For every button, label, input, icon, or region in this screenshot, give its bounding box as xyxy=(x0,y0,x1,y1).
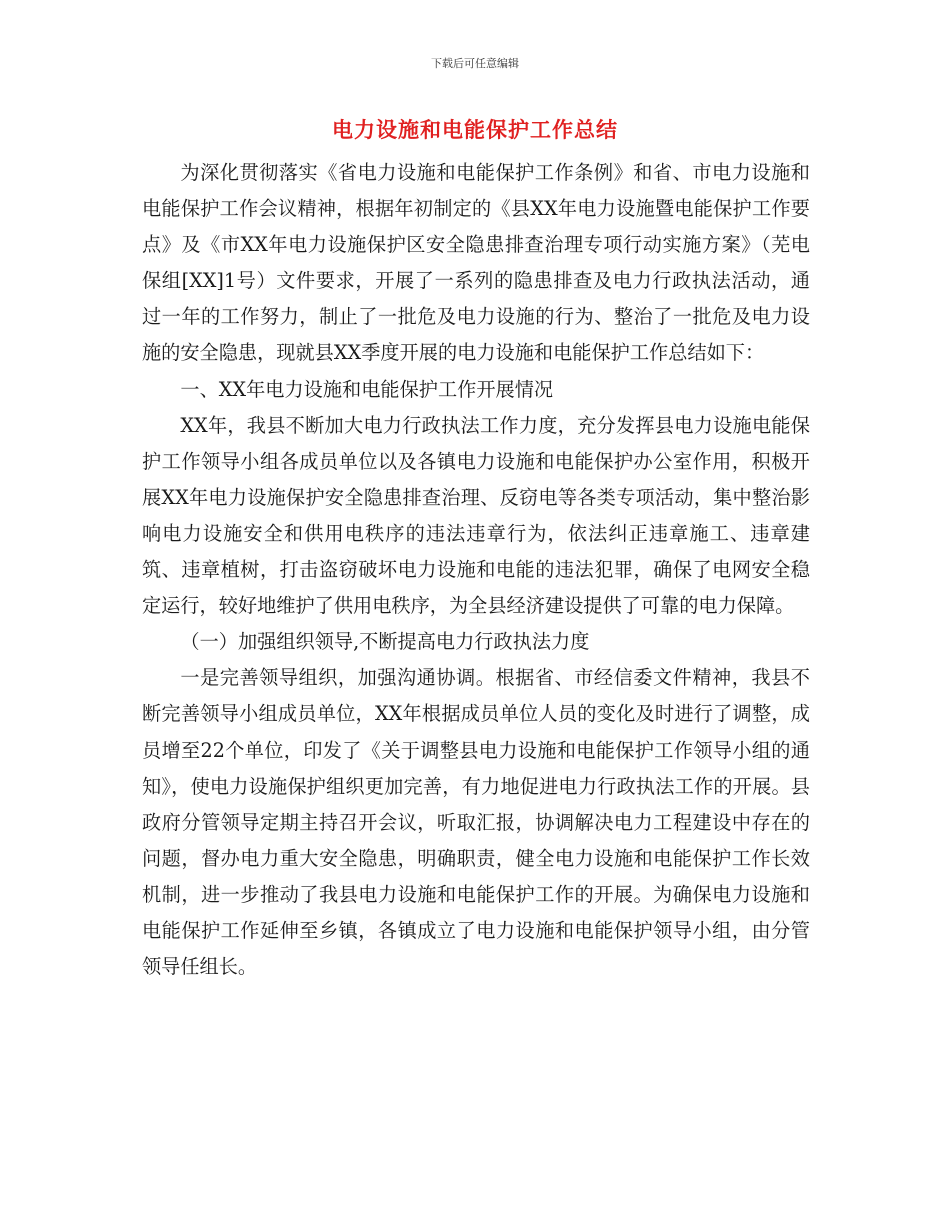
section-heading-1: 一、XX年电力设施和电能保护工作开展情况 xyxy=(180,377,554,401)
paragraph-intro: 为深化贯彻落实《省电力设施和电能保护工作条例》和省、市电力设施和电能保护工作会议精神，根据年初制定的《县XX年电力设施暨电能保护工作要点》及《市XX年电力设施保护区安全隐患排查治理专项行动实施方案》（芜电保组[XX]1号）文件要求，开展了一系列的隐患排查及电力行政执法活动，通过一年的工作努力，制止了一批危及电力设施的行为、整治了一批危及电力设施的安全隐患，现就县XX季度开展的电力设施和电能保护工作总结如下： xyxy=(142,161,810,365)
paragraph-overview: XX年，我县不断加大电力行政执法工作力度，充分发挥县电力设施电能保护工作领导小组各成员单位以及各镇电力设施和电能保护办公室作用，积极开展XX年电力设施保护安全隐患排查治理、反窃电等各类专项活动，集中整治影响电力设施安全和供用电秩序的违法违章行为，依法纠正违章施工、违章建筑、违章植树，打击盗窃破坏电力设施和电能的违法犯罪，确保了电网安全稳定运行，较好地维护了供用电秩序，为全县经济建设提供了可靠的电力保障。 xyxy=(142,413,810,618)
subsection-heading-1: （一）加强组织领导,不断提高电力行政执法力度 xyxy=(180,630,590,654)
document-title: 电力设施和电能保护工作总结 xyxy=(332,117,618,142)
document-body xyxy=(142,155,810,985)
paragraph-organization: 一是完善领导组织，加强沟通协调。根据省、市经信委文件精神，我县不断完善领导小组成员单位，XX年根据成员单位人员的变化及时进行了调整，成员增至22个单位，印发了《关于调整县电力设施和电能保护工作领导小组的通知》，使电力设施保护组织更加完善，有力地促进电力行政执法工作的开展。县政府分管领导定期主持召开会议，听取汇报，协调解决电力工程建设中存在的问题，督办电力重大安全隐患，明确职责，健全电力设施和电能保护工作长效机制，进一步推动了我县电力设施和电能保护工作的开展。为确保电力设施和电能保护工作延伸至乡镇，各镇成立了电力设施和电能保护领导小组，由分管领导任组长。 xyxy=(142,666,810,979)
header-note: 下载后可任意编辑 xyxy=(431,57,519,70)
